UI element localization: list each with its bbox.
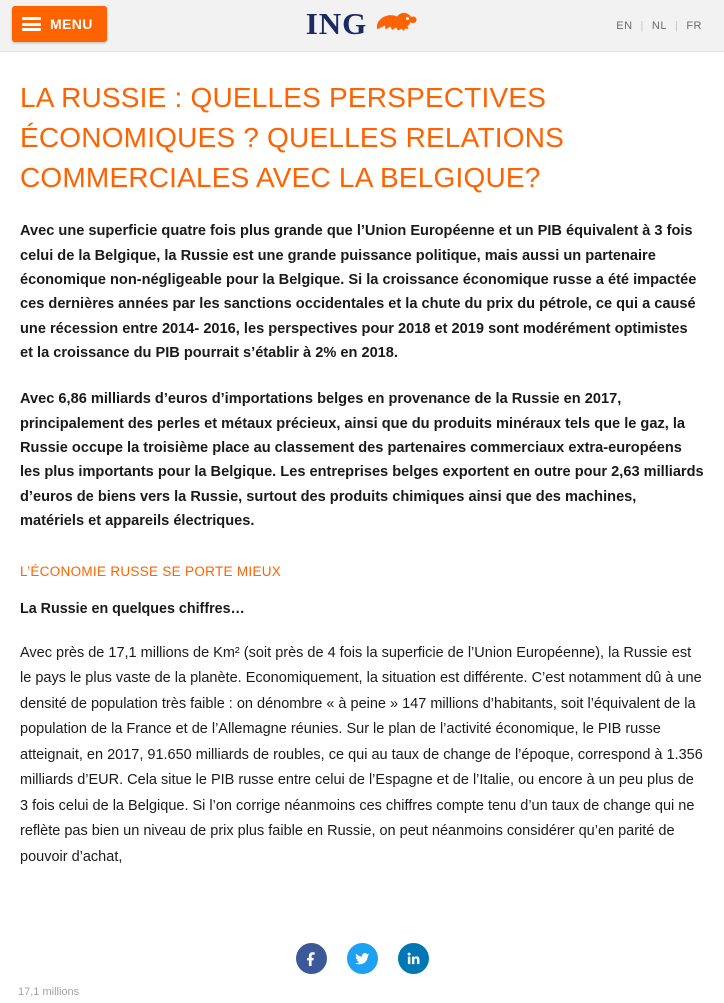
hamburger-icon [22, 17, 41, 31]
ing-lion-icon [374, 9, 418, 39]
lead-paragraph-1: Avec une superficie quatre fois plus grande que l’Union Européenne et un PIB équivalent à 3 fois celui de la Belgique, la Russie est une grande puissance politique, mais aussi un partenaire économique non-négligeable pour la Belgique. Si la croissance économique russe a été impactée ces dernières années par les sanctions occidentales et la chute du prix du pétrole, ce qui a causé une récession entre 2014- 2016, les perspectives pour 2018 et 2019 sont modérément optimistes et la croissance du PIB pourrait s’établir à 2% en 2018. [20, 223, 697, 362]
language-switcher[interactable] [608, 20, 710, 32]
lang-link-en[interactable]: EN [616, 20, 633, 32]
menu-button-label: MENU [50, 16, 93, 32]
share-bar [0, 935, 724, 981]
content-fade [0, 905, 724, 935]
section-title: L’ÉCONOMIE RUSSE SE PORTE MIEUX [20, 563, 282, 579]
lang-separator-1: | [640, 20, 644, 32]
lang-link-fr[interactable]: FR [686, 20, 702, 32]
share-facebook-button[interactable] [296, 943, 327, 974]
facebook-icon [303, 950, 319, 966]
share-linkedin-button[interactable] [398, 943, 429, 974]
twitter-icon [354, 950, 371, 967]
sub-section-title: La Russie en quelques chiffres… [20, 600, 245, 617]
lang-link-nl[interactable]: NL [651, 20, 667, 32]
body-paragraph: Avec près de 17,1 millions de Km² (soit près de 4 fois la superficie de l’Union Européenne), la Russie est le pays le plus vaste de la planète. Economiquement, la situation est différente. C’est notamment dû à une densité de population très faible : on dénombre « à peine » 147 millions d’habitants, soit l’équivalent de la population de la France et de l’Allemagne réunies. Sur le plan de l’activité économique, le PIB russe atteignait, en 2017, 91.650 milliards de roubles, ce qui au taux de change de l’époque, correspond à 1.356 milliards d’EUR. Cela situe le PIB russe entre celui de l’Espagne et de l’Italie, ou encore à un peu plus de 3 fois celui de la Belgique. Si l’on corrige néanmoins ces chiffres compte tenu d’un taux de change qui ne reflète pas bien un niveau de prix plus faible en Russie, on peut néanmoins considérer qu’en parité de pouvoir d’achat, [20, 644, 703, 865]
site-header [0, 0, 724, 52]
page-bottom-clip [0, 981, 724, 1003]
share-twitter-button[interactable] [347, 943, 378, 974]
lang-separator-2: | [674, 20, 679, 32]
page-title: LA RUSSIE : QUELLES PERSPECTIVES ÉCONOMIQUES ? QUELLES RELATIONS COMMERCIALES AVEC LA BELGIQUE? [20, 82, 565, 193]
article-content [0, 52, 724, 870]
menu-button[interactable] [12, 6, 107, 42]
lead-paragraph-2: Avec 6,86 milliards d’euros d’importations belges en provenance de la Russie en 2017, principalement des perles et métaux précieux, ainsi que du produits minéraux tels que le gaz, la Russie occupe la troisième place au classement des partenaires commerciaux extra-européens les plus importants pour la Belgique. Les entreprises belges exportent en outre pour 2,63 milliards d’euros de biens vers la Russie, surtout des produits chimiques ainsi que des machines, matériels et appareils électriques. [20, 391, 704, 530]
bottom-clipped-text: 17,1 millions [18, 986, 80, 998]
linkedin-icon [406, 951, 421, 966]
logo-text: ING [305, 6, 368, 41]
